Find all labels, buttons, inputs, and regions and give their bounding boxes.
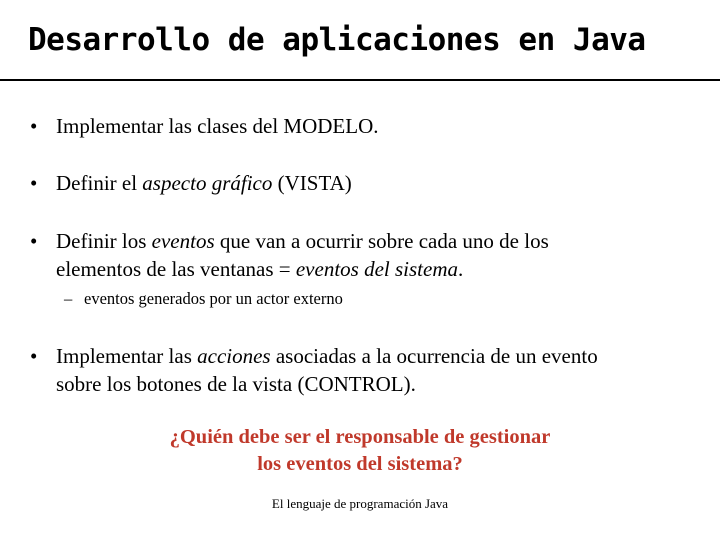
text-run: elementos de las ventanas =	[56, 257, 296, 281]
question-line: los eventos del sistema?	[257, 453, 463, 475]
text-run: sobre los botones de la vista (CONTROL).	[56, 372, 416, 396]
bullet-marker: •	[30, 229, 38, 253]
question-line: ¿Quién debe ser el responsable de gestionar	[169, 426, 551, 448]
text-run: asociadas a la ocurrencia de un evento	[270, 344, 598, 368]
emphasis-text: acciones	[197, 344, 271, 368]
emphasis-text: eventos	[151, 229, 215, 253]
emphasis-text: aspecto gráfico	[142, 171, 273, 195]
text-run: Definir los	[56, 229, 152, 253]
text-run: .	[457, 257, 464, 281]
bullet-text	[56, 169, 352, 197]
text-run: Implementar las	[56, 344, 198, 368]
text-run: (VISTA)	[272, 171, 352, 195]
bullet-text: Implementar las clases del MODELO.	[56, 114, 379, 138]
highlight-question	[0, 424, 720, 478]
slide-footer: El lenguaje de programación Java	[271, 496, 449, 511]
bullet-marker: •	[30, 114, 38, 138]
title-divider	[0, 79, 720, 81]
bullet-marker: •	[30, 171, 38, 195]
sub-bullet-text: eventos generados por un actor externo	[84, 289, 343, 308]
text-run: Definir el	[56, 171, 143, 195]
bullet-text	[56, 342, 598, 398]
emphasis-text: eventos del sistema	[295, 257, 458, 281]
bullet-marker: •	[30, 344, 38, 368]
sub-bullet-marker: –	[64, 289, 73, 308]
bullet-text	[56, 227, 549, 283]
slide-title: Desarrollo de aplicaciones en Java	[28, 22, 646, 58]
sub-bullet	[64, 288, 343, 310]
text-run: que van a ocurrir sobre cada uno de los	[214, 229, 549, 253]
